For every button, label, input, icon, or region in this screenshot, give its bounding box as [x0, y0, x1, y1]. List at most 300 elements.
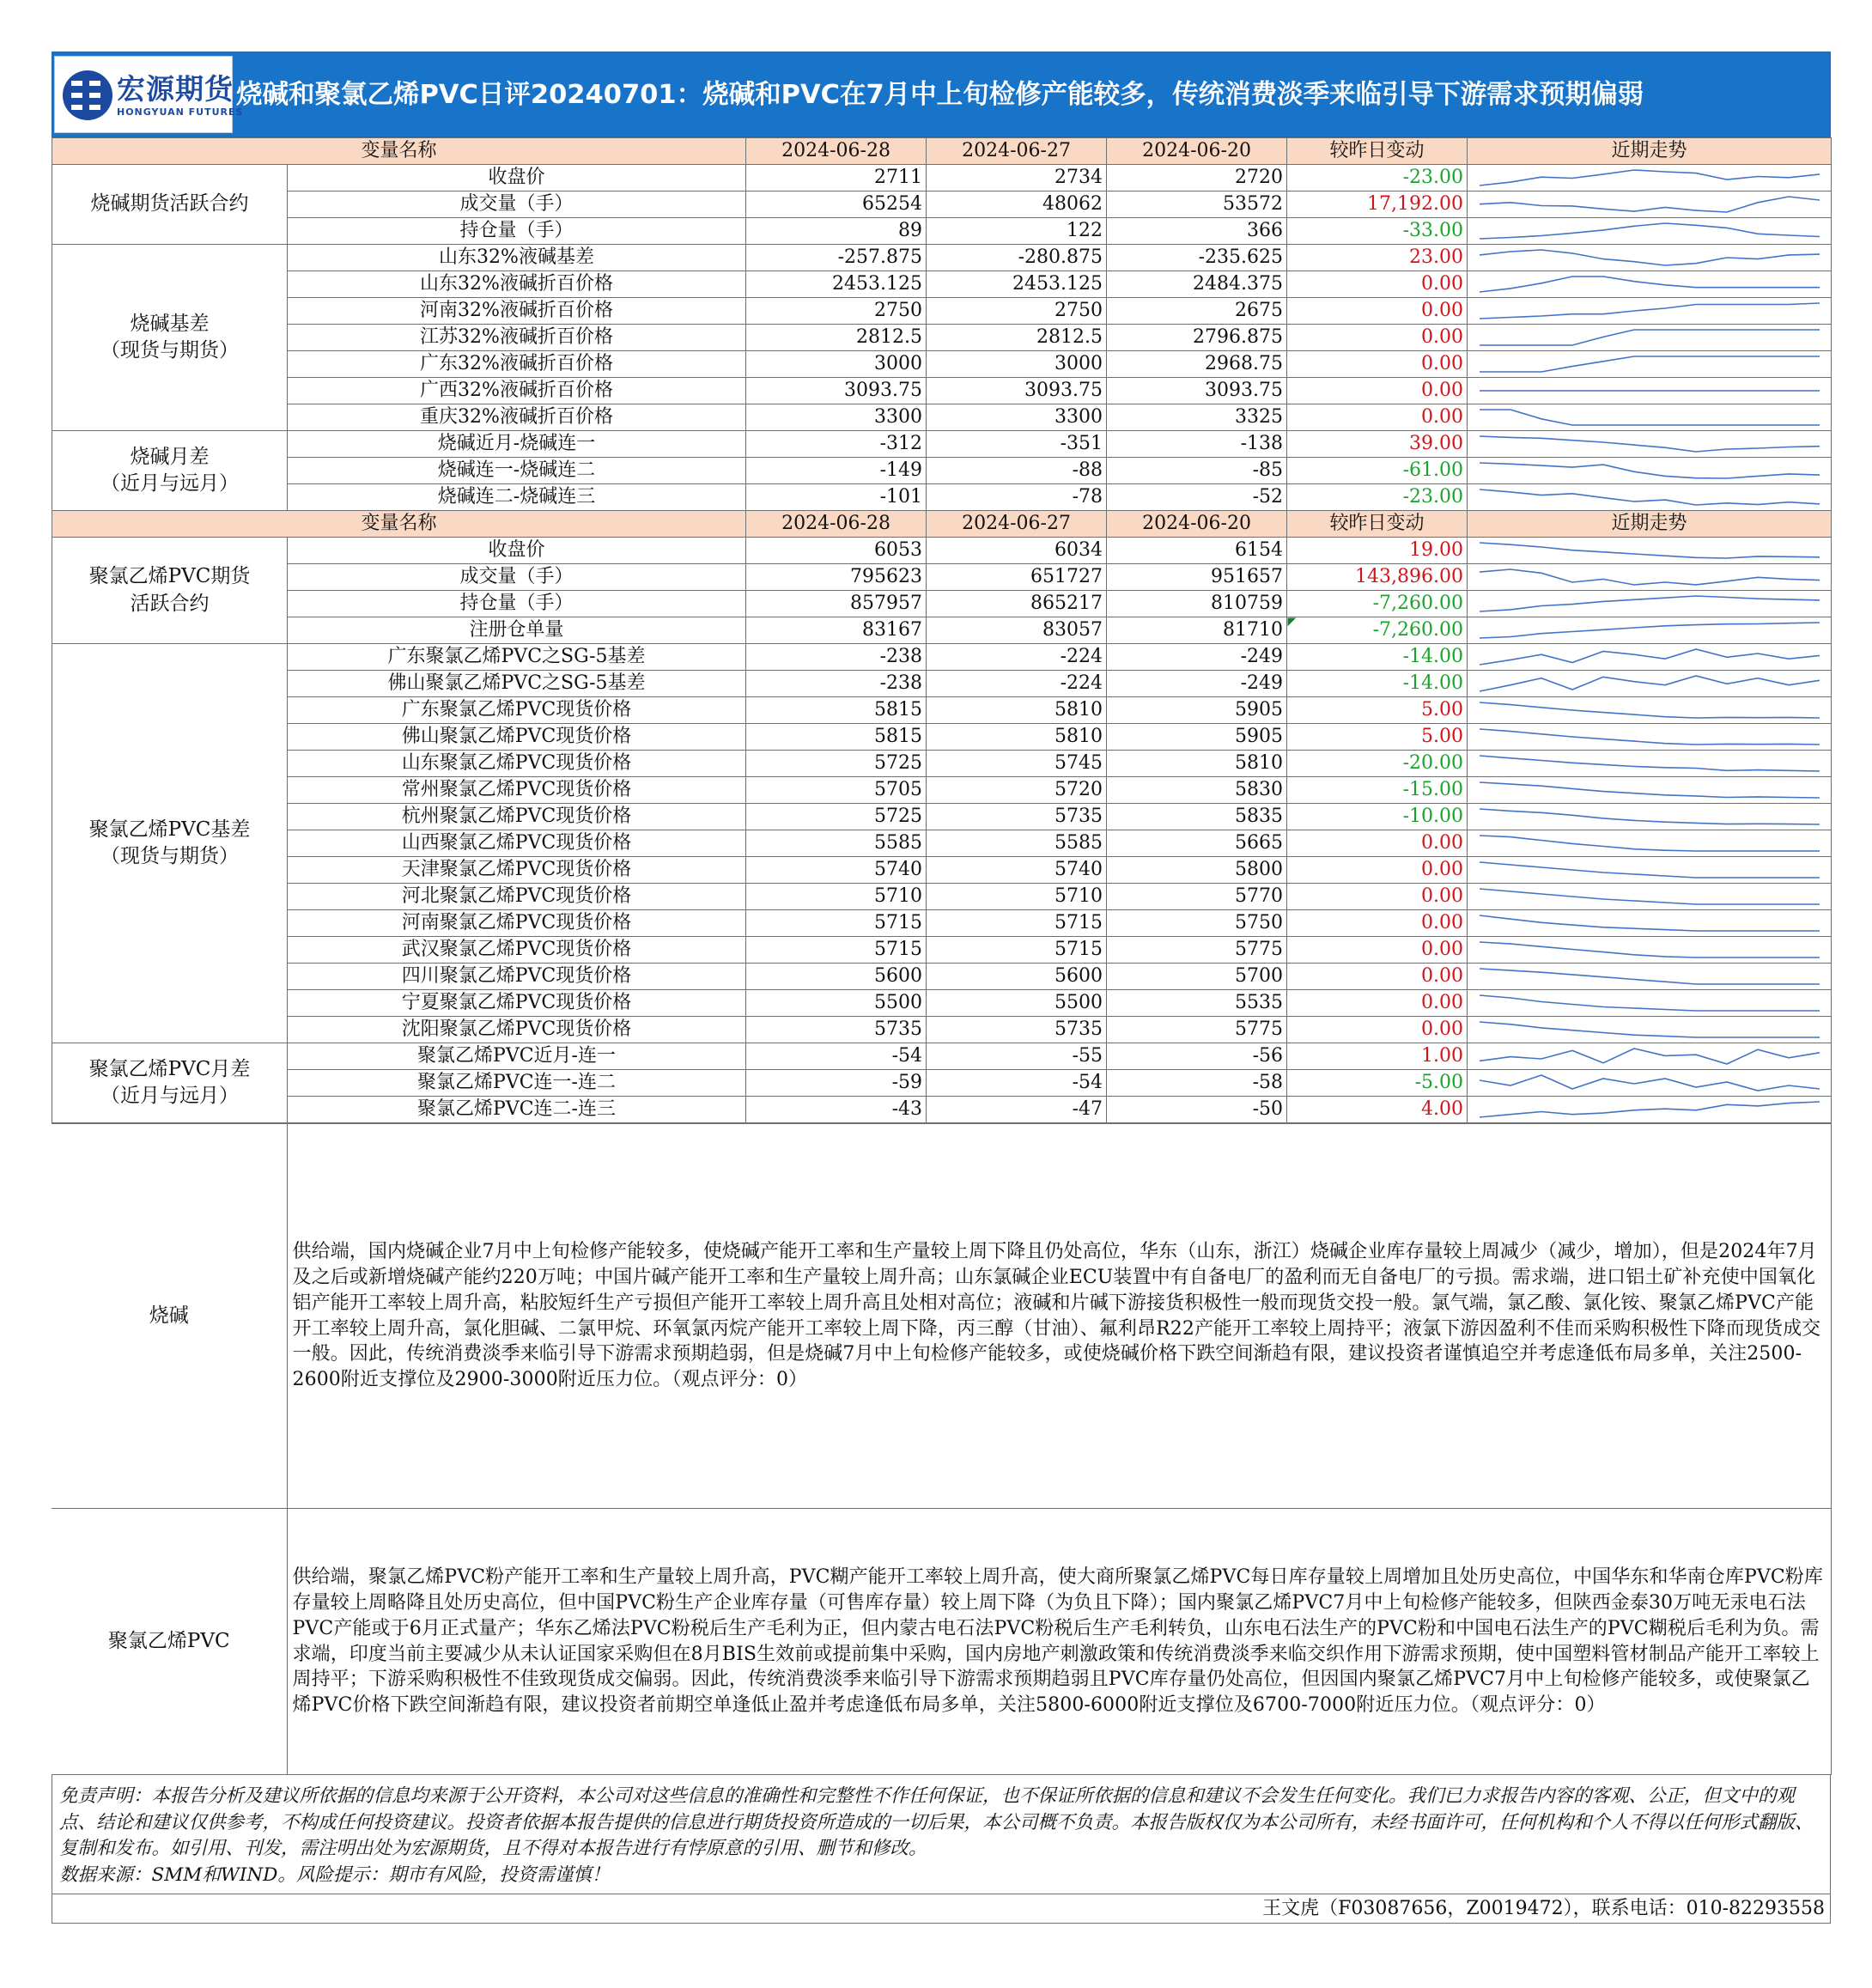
value-v2: 5585	[927, 830, 1107, 857]
value-v1: 2453.125	[746, 271, 927, 298]
trend-sparkline-cell	[1468, 538, 1832, 564]
value-v3: 2796.875	[1107, 325, 1287, 351]
value-v3: 5905	[1107, 724, 1287, 751]
variable-name: 聚氯乙烯PVC连二-连三	[288, 1097, 746, 1123]
trend-sparkline	[1478, 1073, 1821, 1093]
value-v1: -59	[746, 1070, 927, 1097]
trend-sparkline-cell	[1468, 245, 1832, 271]
table-row	[52, 777, 1832, 804]
trend-sparkline-cell	[1468, 751, 1832, 777]
trend-sparkline-cell	[1468, 990, 1832, 1017]
value-v3: 5535	[1107, 990, 1287, 1017]
change-value: 143,896.00	[1287, 564, 1468, 591]
value-v3: 951657	[1107, 564, 1287, 591]
variable-name: 山东32%液碱基差	[288, 245, 746, 271]
trend-sparkline	[1478, 593, 1821, 614]
table-row	[52, 378, 1832, 404]
value-v3: 5835	[1107, 804, 1287, 830]
value-v1: -257.875	[746, 245, 927, 271]
commentary-text: 供给端，聚氯乙烯PVC粉产能开工率和生产量较上周升高，PVC糊产能开工率较上周升高，使大商所聚氯乙烯PVC每日库存量较上周增加且处历史高位，中国华东和华南仓库PVC粉库存量较上周略降且处历史高位，但中国PVC粉生产企业库存量（可售库存量）较上周下降（为负且下降）；国内聚氯乙烯PVC7月中上旬检修产能较多，但陕西金泰30万吨无汞电石法PVC产能或于6月正式量产；华东乙烯法PVC粉税后生产毛利为正，但内蒙古电石法PVC粉税后生产毛利转负，山东电石法生产的PVC粉和中国电石法生产的PVC糊税后毛利为负。需求端，印度当前主要减少从未认证国家采购但在8月BIS生效前或提前集中采购，国内房地产刺激政策和传统消费淡季来临交织作用下游需求预期，使中国塑料管材制品产能开工率较上周持平；下游采购积极性不佳致现货成交偏弱。因此，传统消费淡季来临引导下游需求预期趋弱且PVC库存量仍处高位，但因国内聚氯乙烯PVC7月中上旬检修产能较多，或使聚氯乙烯PVC价格下跌空间渐趋有限，建议投资者前期空单逢低止盈并考虑逢低布局多单，关注5800-6000附近支撑位及6700-7000附近压力位。（观点评分：0）	[287, 1509, 1831, 1775]
table-row	[52, 751, 1832, 777]
table-row	[52, 431, 1832, 458]
trend-sparkline	[1478, 167, 1821, 188]
variable-name: 佛山聚氯乙烯PVC现货价格	[288, 724, 746, 751]
trend-sparkline-cell	[1468, 857, 1832, 884]
value-v3: 2968.75	[1107, 351, 1287, 378]
change-value: -61.00	[1287, 458, 1468, 484]
variable-name: 成交量（手）	[288, 564, 746, 591]
commentary-table	[52, 1123, 1832, 1775]
logo-chinese-name: 宏源期货	[117, 72, 234, 106]
group-label-line: 聚氯乙烯PVC月差	[88, 1057, 251, 1080]
change-value: 0.00	[1287, 271, 1468, 298]
report-sheet	[52, 52, 1831, 1924]
value-v1: 5725	[746, 751, 927, 777]
value-v1: 795623	[746, 564, 927, 591]
value-v1: -43	[746, 1097, 927, 1123]
value-v3: 2484.375	[1107, 271, 1287, 298]
disclaimer-text: 免责声明：本报告分析及建议所依据的信息均来源于公开资料，本公司对这些信息的准确性和完整性不作任何保证，也不保证所依据的信息和建议不会发生任何变化。我们已力求报告内容的客观、公正，但文中的观点、结论和建议仅供参考，不构成任何投资建议。投资者依据本报告提供的信息进行期货投资所造成的一切后果，本公司概不负责。本报告版权仅为本公司所有，未经书面许可，任何机构和个人不得以任何形式翻版、复制和发布。如引用、刊发，需注明出处为宏源期货，且不得对本报告进行有悖原意的引用、删节和修改。	[59, 1785, 1814, 1860]
sparkline-path	[1480, 649, 1820, 665]
value-v2: -351	[927, 431, 1107, 458]
table-row	[52, 484, 1832, 511]
trend-sparkline-cell	[1468, 1070, 1832, 1097]
change-value: -20.00	[1287, 751, 1468, 777]
trend-sparkline-cell	[1468, 484, 1832, 511]
table-row	[52, 857, 1832, 884]
variable-name: 广东32%液碱折百价格	[288, 351, 746, 378]
change-value: 0.00	[1287, 937, 1468, 964]
trend-sparkline	[1478, 753, 1821, 774]
trend-sparkline	[1478, 354, 1821, 374]
sparkline-path	[1480, 969, 1820, 984]
value-v2: 5500	[927, 990, 1107, 1017]
sparkline-path	[1480, 303, 1820, 319]
table-row	[52, 671, 1832, 697]
variable-name: 注册仓单量	[288, 617, 746, 644]
title-banner	[52, 52, 1831, 137]
value-v1: 2812.5	[746, 325, 927, 351]
group-label-line: （现货与期货）	[100, 339, 239, 362]
commentary-text: 供给端，国内烧碱企业7月中上旬检修产能较多，使烧碱产能开工率和生产量较上周下降且仍处高位，华东（山东，浙江）烧碱企业库存量较上周减少（减少，增加），但是2024年7月及之后或新增烧碱产能约220万吨；中国片碱产能开工率和生产量较上周升高；山东氯碱企业ECU装置中有自备电厂的盈利而无自备电厂的亏损。需求端，进口铝土矿补充使中国氧化铝产能开工率较上周升高，粘胶短纤生产亏损但产能开工率较上周升高且处相对高位；液碱和片碱下游接货积极性一般而现货交投一般。氯气端，氯乙酸、氯化铵、聚氯乙烯PVC产能开工率较上周升高，氯化胆碱、二氯甲烷、环氧氯丙烷产能开工率较上周下降，丙三醇（甘油）、氟利昂R22产能开工率较上周持平；液氯下游因盈利不佳而采购积极性下降而现货成交一般。因此，传统消费淡季来临引导下游需求预期趋弱，但是烧碱7月中上旬检修产能较多，或使烧碱价格下跌空间渐趋有限，建议投资者谨慎追空并考虑逢低布局多单，关注2500-2600附近支撑位及2900-3000附近压力位。（观点评分：0）	[287, 1124, 1831, 1509]
sparkline-path	[1480, 862, 1820, 878]
logo-english-name: HONGYUAN FUTURES	[117, 106, 244, 118]
value-v2: 865217	[927, 591, 1107, 617]
sparkline-path	[1480, 356, 1820, 372]
table-row	[52, 1070, 1832, 1097]
sparkline-path	[1480, 489, 1820, 505]
value-v1: 5705	[746, 777, 927, 804]
change-value: 0.00	[1287, 298, 1468, 325]
disclaimer-block	[52, 1775, 1831, 1894]
variable-name: 广东聚氯乙烯PVC现货价格	[288, 697, 746, 724]
variable-name: 持仓量（手）	[288, 218, 746, 245]
variable-name: 常州聚氯乙烯PVC现货价格	[288, 777, 746, 804]
change-value: -15.00	[1287, 777, 1468, 804]
trend-sparkline	[1478, 301, 1821, 321]
value-v3: 5700	[1107, 964, 1287, 990]
value-v1: 5600	[746, 964, 927, 990]
value-v2: -54	[927, 1070, 1107, 1097]
value-v2: 6034	[927, 538, 1107, 564]
variable-name: 山西聚氯乙烯PVC现货价格	[288, 830, 746, 857]
group-label-line: 聚氯乙烯PVC期货	[88, 565, 251, 588]
value-v1: 5815	[746, 697, 927, 724]
value-v3: -138	[1107, 431, 1287, 458]
column-header-row	[52, 138, 1832, 165]
value-v2: 5740	[927, 857, 1107, 884]
value-v3: -249	[1107, 644, 1287, 671]
trend-sparkline-cell	[1468, 910, 1832, 937]
column-header-row	[52, 511, 1832, 538]
value-v1: -238	[746, 671, 927, 697]
value-v3: 5800	[1107, 857, 1287, 884]
change-value: -7,260.00	[1287, 617, 1468, 644]
sparkline-path	[1480, 995, 1820, 1011]
value-v3: 3325	[1107, 404, 1287, 431]
trend-sparkline-cell	[1468, 617, 1832, 644]
table-row	[52, 325, 1832, 351]
value-v3: -56	[1107, 1043, 1287, 1070]
value-v3: 366	[1107, 218, 1287, 245]
change-value: -7,260.00	[1287, 591, 1468, 617]
value-v2: 83057	[927, 617, 1107, 644]
change-value: 23.00	[1287, 245, 1468, 271]
table-row	[52, 1043, 1832, 1070]
trend-sparkline-cell	[1468, 884, 1832, 910]
variable-name: 烧碱连一-烧碱连二	[288, 458, 746, 484]
value-v1: 5815	[746, 724, 927, 751]
column-header-d2: 2024-06-27	[927, 138, 1107, 165]
table-row	[52, 165, 1832, 192]
value-v1: 5500	[746, 990, 927, 1017]
change-value: 0.00	[1287, 830, 1468, 857]
trend-sparkline-cell	[1468, 777, 1832, 804]
variable-name: 聚氯乙烯PVC连一-连二	[288, 1070, 746, 1097]
trend-sparkline-cell	[1468, 830, 1832, 857]
sparkline-path	[1480, 836, 1820, 851]
trend-sparkline-cell	[1468, 218, 1832, 245]
change-value: 19.00	[1287, 538, 1468, 564]
change-value: 0.00	[1287, 884, 1468, 910]
value-v1: -312	[746, 431, 927, 458]
sparkline-path	[1480, 1049, 1820, 1064]
trend-sparkline	[1478, 434, 1821, 454]
group-label-line: 聚氯乙烯PVC基差	[88, 818, 251, 841]
variable-name: 山东32%液碱折百价格	[288, 271, 746, 298]
column-header-d2: 2024-06-27	[927, 511, 1107, 538]
value-v1: 3093.75	[746, 378, 927, 404]
column-header-var_name: 变量名称	[52, 138, 746, 165]
trend-sparkline-cell	[1468, 1017, 1832, 1043]
sparkline-path	[1480, 623, 1820, 638]
variable-name: 广西32%液碱折百价格	[288, 378, 746, 404]
trend-sparkline-cell	[1468, 192, 1832, 218]
table-row	[52, 298, 1832, 325]
sparkline-path	[1480, 596, 1820, 611]
variable-name: 烧碱连二-烧碱连三	[288, 484, 746, 511]
change-value: -23.00	[1287, 165, 1468, 192]
sparkline-path	[1480, 197, 1820, 212]
variable-name: 四川聚氯乙烯PVC现货价格	[288, 964, 746, 990]
value-v1: -54	[746, 1043, 927, 1070]
trend-sparkline	[1478, 221, 1821, 241]
sparkline-path	[1480, 1102, 1820, 1117]
value-v2: 5710	[927, 884, 1107, 910]
change-value: 0.00	[1287, 404, 1468, 431]
trend-sparkline	[1478, 780, 1821, 800]
table-row	[52, 351, 1832, 378]
table-row	[52, 697, 1832, 724]
trend-sparkline	[1478, 487, 1821, 508]
change-value: 1.00	[1287, 1043, 1468, 1070]
change-value: 5.00	[1287, 697, 1468, 724]
variable-name: 山东聚氯乙烯PVC现货价格	[288, 751, 746, 777]
trend-sparkline-cell	[1468, 804, 1832, 830]
table-row	[52, 910, 1832, 937]
trend-sparkline-cell	[1468, 431, 1832, 458]
sparkline-path	[1480, 702, 1820, 718]
change-value: 0.00	[1287, 964, 1468, 990]
trend-sparkline-cell	[1468, 325, 1832, 351]
trend-sparkline	[1478, 727, 1821, 747]
value-v3: 5775	[1107, 937, 1287, 964]
value-v2: -224	[927, 644, 1107, 671]
commentary-row	[52, 1124, 1831, 1509]
trend-sparkline	[1478, 567, 1821, 587]
change-value: 39.00	[1287, 431, 1468, 458]
change-value: 0.00	[1287, 990, 1468, 1017]
trend-sparkline	[1478, 806, 1821, 827]
trend-sparkline	[1478, 833, 1821, 854]
table-row	[52, 564, 1832, 591]
variable-name: 武汉聚氯乙烯PVC现货价格	[288, 937, 746, 964]
value-v3: -249	[1107, 671, 1287, 697]
sparkline-path	[1480, 756, 1820, 771]
column-header-trend: 近期走势	[1468, 138, 1832, 165]
value-v1: -149	[746, 458, 927, 484]
trend-sparkline	[1478, 1019, 1821, 1040]
value-v3: 2675	[1107, 298, 1287, 325]
table-row	[52, 804, 1832, 830]
group-label-line: （现货与期货）	[100, 845, 239, 867]
change-value: -33.00	[1287, 218, 1468, 245]
sparkline-path	[1480, 676, 1820, 691]
value-v3: -52	[1107, 484, 1287, 511]
commentary-row	[52, 1509, 1831, 1775]
value-v2: 5715	[927, 937, 1107, 964]
trend-sparkline	[1478, 993, 1821, 1013]
change-value: 4.00	[1287, 1097, 1468, 1123]
value-v2: 3300	[927, 404, 1107, 431]
trend-sparkline-cell	[1468, 697, 1832, 724]
column-header-change: 较昨日变动	[1287, 511, 1468, 538]
value-v2: -55	[927, 1043, 1107, 1070]
value-v3: 810759	[1107, 591, 1287, 617]
change-value: 0.00	[1287, 378, 1468, 404]
column-header-d3: 2024-06-20	[1107, 138, 1287, 165]
sparkline-path	[1480, 463, 1820, 478]
variable-name: 沈阳聚氯乙烯PVC现货价格	[288, 1017, 746, 1043]
group-label	[52, 644, 288, 1043]
trend-sparkline-cell	[1468, 378, 1832, 404]
value-v2: 122	[927, 218, 1107, 245]
trend-sparkline-cell	[1468, 724, 1832, 751]
trend-sparkline-cell	[1468, 591, 1832, 617]
sparkline-path	[1480, 436, 1820, 452]
value-v3: 5905	[1107, 697, 1287, 724]
trend-sparkline	[1478, 1099, 1821, 1120]
value-v1: 2750	[746, 298, 927, 325]
sparkline-path	[1480, 223, 1820, 239]
variable-name: 河北聚氯乙烯PVC现货价格	[288, 884, 746, 910]
trend-sparkline	[1478, 886, 1821, 907]
value-v1: 3300	[746, 404, 927, 431]
group-label	[52, 431, 288, 511]
trend-sparkline-cell	[1468, 644, 1832, 671]
variable-name: 杭州聚氯乙烯PVC现货价格	[288, 804, 746, 830]
value-v1: 6053	[746, 538, 927, 564]
trend-sparkline-cell	[1468, 271, 1832, 298]
group-label-line: （近月与远月）	[100, 472, 239, 495]
variable-name: 天津聚氯乙烯PVC现货价格	[288, 857, 746, 884]
table-row	[52, 192, 1832, 218]
group-label-line: 烧碱月差	[130, 445, 210, 468]
trend-sparkline	[1478, 673, 1821, 694]
column-header-d3: 2024-06-20	[1107, 511, 1287, 538]
data-source-text: 数据来源：SMM和WIND。风险提示：期市有风险，投资需谨慎！	[59, 1863, 611, 1886]
trend-sparkline-cell	[1468, 404, 1832, 431]
value-v2: 5735	[927, 804, 1107, 830]
trend-sparkline	[1478, 860, 1821, 880]
trend-sparkline-cell	[1468, 1043, 1832, 1070]
value-v3: 5775	[1107, 1017, 1287, 1043]
change-value: 0.00	[1287, 910, 1468, 937]
variable-name: 宁夏聚氯乙烯PVC现货价格	[288, 990, 746, 1017]
table-row	[52, 591, 1832, 617]
table-row	[52, 404, 1832, 431]
sparkline-path	[1480, 330, 1820, 345]
trend-sparkline-cell	[1468, 458, 1832, 484]
variable-name: 广东聚氯乙烯PVC之SG-5基差	[288, 644, 746, 671]
variable-name: 河南聚氯乙烯PVC现货价格	[288, 910, 746, 937]
value-v1: 83167	[746, 617, 927, 644]
group-label	[52, 1043, 288, 1123]
value-v2: -47	[927, 1097, 1107, 1123]
table-row	[52, 1097, 1832, 1123]
sparkline-path	[1480, 410, 1820, 425]
trend-sparkline	[1478, 460, 1821, 481]
value-v1: 89	[746, 218, 927, 245]
change-value: 0.00	[1287, 351, 1468, 378]
trend-sparkline	[1478, 700, 1821, 720]
value-v2: 3000	[927, 351, 1107, 378]
value-v2: 2453.125	[927, 271, 1107, 298]
trend-sparkline	[1478, 1046, 1821, 1067]
group-label	[52, 538, 288, 644]
value-v2: 5810	[927, 724, 1107, 751]
trend-sparkline	[1478, 620, 1821, 641]
column-header-trend: 近期走势	[1468, 511, 1832, 538]
sparkline-path	[1480, 782, 1820, 798]
table-row	[52, 724, 1832, 751]
trend-sparkline-cell	[1468, 937, 1832, 964]
value-v3: 5770	[1107, 884, 1287, 910]
company-logo	[54, 56, 244, 133]
group-label	[52, 245, 288, 431]
value-v1: 2711	[746, 165, 927, 192]
variable-name: 收盘价	[288, 538, 746, 564]
change-value: -10.00	[1287, 804, 1468, 830]
value-v2: 5745	[927, 751, 1107, 777]
value-v3: 6154	[1107, 538, 1287, 564]
table-row	[52, 937, 1832, 964]
data-table	[52, 137, 1832, 1123]
variable-name: 重庆32%液碱折百价格	[288, 404, 746, 431]
table-row	[52, 245, 1832, 271]
change-value: 0.00	[1287, 1017, 1468, 1043]
trend-sparkline	[1478, 966, 1821, 987]
value-v2: -280.875	[927, 245, 1107, 271]
value-v2: 48062	[927, 192, 1107, 218]
table-row	[52, 1017, 1832, 1043]
value-v2: 5600	[927, 964, 1107, 990]
trend-sparkline	[1478, 194, 1821, 215]
change-value: 0.00	[1287, 857, 1468, 884]
value-v2: 5720	[927, 777, 1107, 804]
trend-sparkline	[1478, 540, 1821, 561]
value-v3: 5810	[1107, 751, 1287, 777]
variable-name: 持仓量（手）	[288, 591, 746, 617]
value-v2: -78	[927, 484, 1107, 511]
trend-sparkline	[1478, 247, 1821, 268]
table-row	[52, 218, 1832, 245]
value-v3: 53572	[1107, 192, 1287, 218]
table-row	[52, 271, 1832, 298]
group-label-line: 烧碱基差	[130, 312, 210, 335]
hongyuan-logo-icon	[62, 64, 113, 127]
change-value: -14.00	[1287, 644, 1468, 671]
variable-name: 佛山聚氯乙烯PVC之SG-5基差	[288, 671, 746, 697]
sparkline-path	[1480, 729, 1820, 745]
value-v3: 3093.75	[1107, 378, 1287, 404]
value-v1: -101	[746, 484, 927, 511]
variable-name: 江苏32%液碱折百价格	[288, 325, 746, 351]
trend-sparkline-cell	[1468, 964, 1832, 990]
table-row	[52, 990, 1832, 1017]
sparkline-path	[1480, 250, 1820, 265]
group-label-line: 活跃合约	[130, 592, 210, 615]
report-title: 烧碱和聚氯乙烯PVC日评20240701：烧碱和PVC在7月中上旬检修产能较多，传统消费淡季来临引导下游需求预期偏弱	[236, 80, 1644, 110]
trend-sparkline-cell	[1468, 564, 1832, 591]
column-header-change: 较昨日变动	[1287, 138, 1468, 165]
change-value: -14.00	[1287, 671, 1468, 697]
variable-name: 河南32%液碱折百价格	[288, 298, 746, 325]
value-v3: 5665	[1107, 830, 1287, 857]
table-row	[52, 458, 1832, 484]
value-v2: 651727	[927, 564, 1107, 591]
change-value: 17,192.00	[1287, 192, 1468, 218]
value-v1: 65254	[746, 192, 927, 218]
value-v2: -88	[927, 458, 1107, 484]
value-v2: -224	[927, 671, 1107, 697]
trend-sparkline-cell	[1468, 165, 1832, 192]
sparkline-path	[1480, 1075, 1820, 1091]
trend-sparkline	[1478, 380, 1821, 401]
column-header-d1: 2024-06-28	[746, 511, 927, 538]
change-value: 5.00	[1287, 724, 1468, 751]
value-v2: 5810	[927, 697, 1107, 724]
